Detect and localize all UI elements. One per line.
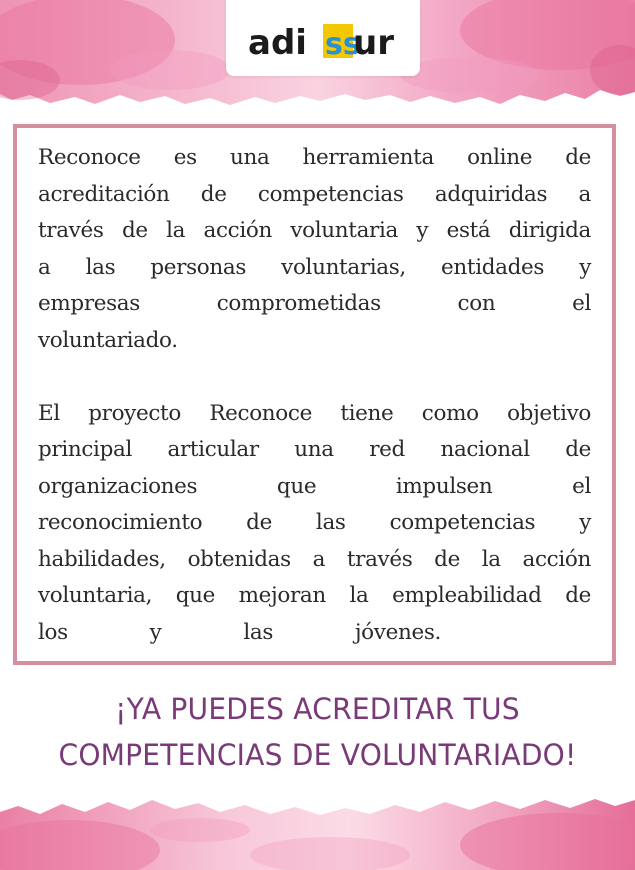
text-line: los y las jóvenes. xyxy=(38,619,441,645)
adissur-logo xyxy=(226,0,420,76)
text-line: principal articular una red nacional de xyxy=(38,437,591,462)
text-line: acreditación de competencias adquiridas a xyxy=(38,181,591,207)
logo-text-middle: ss xyxy=(325,27,361,62)
text-line: voluntaria, que mejoran la empleabilidad de xyxy=(38,583,591,608)
text-line: través de la acción voluntaria y está dirigida xyxy=(38,218,591,243)
text-line: organizaciones que impulsen el xyxy=(38,473,591,499)
text-line: empresas comprometidas con el xyxy=(38,291,591,316)
cta-heading-line1: ¡YA PUEDES ACREDITAR TUS xyxy=(115,692,520,726)
text-line: voluntariado. xyxy=(38,327,178,353)
text-line: a las personas voluntarias, entidades y xyxy=(38,254,591,280)
text-line: habilidades, obtenidas a través de la acción xyxy=(38,546,591,572)
logo-text-right: ur xyxy=(353,23,394,63)
logo-card xyxy=(226,0,420,76)
paragraph-project xyxy=(38,396,591,652)
paragraph-intro xyxy=(38,140,591,359)
text-line: Reconoce es una herramienta online de xyxy=(38,145,591,170)
cta-heading-line2: COMPETENCIAS DE VOLUNTARIADO! xyxy=(58,738,577,772)
logo-text-left: adi xyxy=(248,23,307,63)
paragraph-spacer xyxy=(38,359,591,396)
watercolor-footer-background xyxy=(0,790,635,870)
text-line: reconocimiento de las competencias y xyxy=(38,510,591,535)
text-line: El proyecto Reconoce tiene como objetivo xyxy=(38,400,591,426)
description-frame xyxy=(13,124,616,665)
